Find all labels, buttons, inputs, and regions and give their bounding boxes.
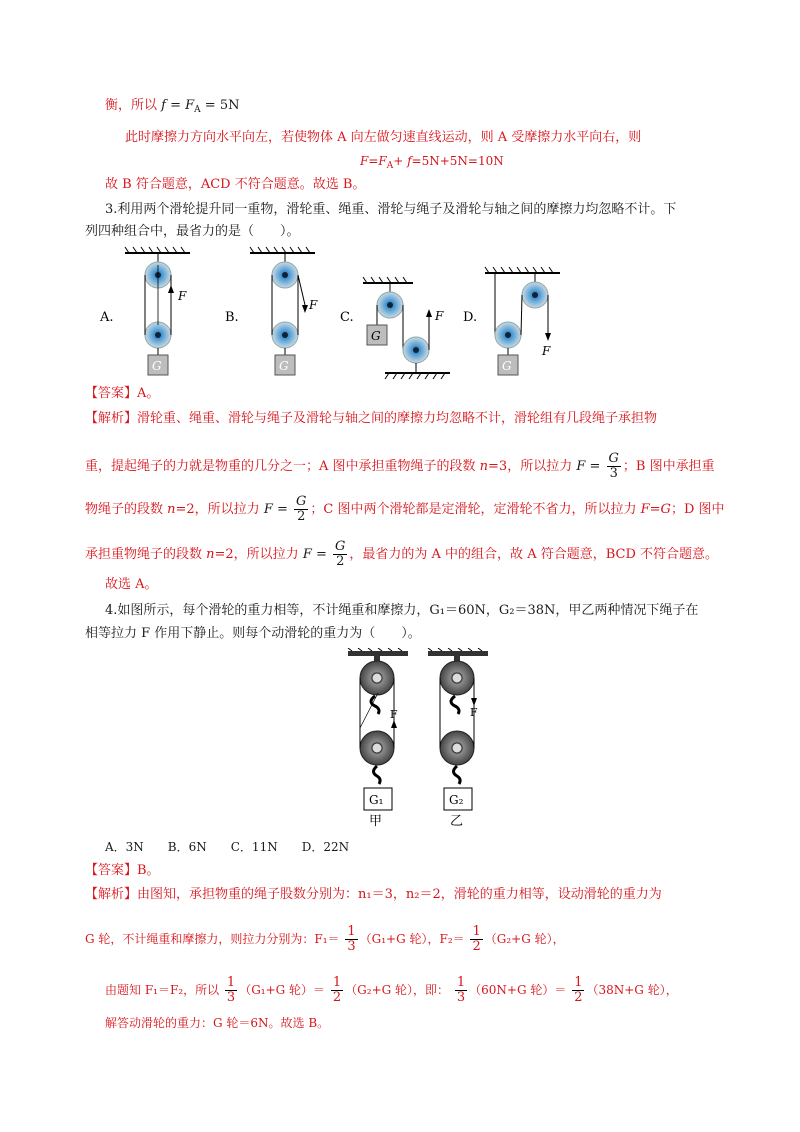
figure-jia	[348, 648, 408, 829]
option-d-diagram	[463, 267, 560, 375]
option-d-force: F	[542, 344, 551, 358]
fraction-1-over-3-c: $\frac{1}{3}$	[456, 975, 466, 1005]
q3-analysis-line2: 重，提起绳子的力就是物重的几分之一；A 图中承担重物绳子的段数 n=3，所以拉力 F = $\frac{G}{3}$ ；B 图中承担重	[85, 451, 715, 481]
q3-analysis-line1: 【解析】滑轮重、绳重、滑轮与绳子及滑轮与轴之间的摩擦力均忽略不计，滑轮组有几段绳子承担物	[85, 411, 658, 426]
q3-pulley-figure	[95, 245, 595, 380]
q3-text-line1: 3.利用两个滑轮提升同一重物，滑轮重、绳重、滑轮与绳子及滑轮与轴之间的摩擦力均忽略不计。下	[105, 202, 677, 217]
prev-answer-line2: 此时摩擦力方向水平向左，若使物体 A 向左做匀速直线运动，则 A 受摩擦力水平向右，则	[125, 130, 642, 145]
option-c-force: F	[435, 309, 444, 323]
q3-text-line2: 列四种组合中，最省力的是（ ）。	[85, 224, 300, 239]
figure-yi	[428, 648, 488, 829]
fraction-1-over-3-b: $\frac{1}{3}$	[226, 975, 236, 1005]
option-a-diagram	[99, 247, 190, 375]
option-c-weight: G	[371, 329, 381, 343]
q4-text-line2: 相等拉力 F 作用下静止。则每个动滑轮的重力为（ ）。	[85, 626, 421, 641]
fraction-1-over-2-b: $\frac{1}{2}$	[332, 975, 342, 1005]
q4-text-line1: 4.如图所示，每个滑轮的重力相等，不计绳重和摩擦力，G₁＝60N，G₂＝38N，甲乙两种情况下绳子在	[105, 603, 699, 618]
option-d-weight: G	[502, 359, 512, 373]
option-b-diagram	[225, 247, 318, 375]
fraction-1-over-2-c: $\frac{1}{2}$	[574, 975, 583, 1005]
q4-analysis-line3: 由题知 F₁＝F₂，所以 $\frac{1}{3}$ （G₁+G 轮）＝ $\frac{1}{2}$ （G₂+G 轮），即： $\frac{1}{3}$ （60N+G 轮）＝ $\frac{1}{2}$ （38N+G 轮），	[105, 975, 678, 1005]
fraction-g-over-2: $\frac{G}{2}$	[296, 494, 307, 524]
fraction-g-over-3: $\frac{G}{3}$	[608, 451, 619, 481]
fraction-1-over-3: $\frac{1}{3}$	[347, 924, 356, 954]
q3-conclusion: 故选 A。	[105, 577, 158, 592]
option-b-label: B.	[225, 310, 239, 325]
option-c-diagram	[340, 277, 450, 379]
prev-answer-line1: 衡，所以 $f = F_A = 5N$	[105, 98, 240, 115]
q3-analysis-line3: 物绳子的段数 n=2，所以拉力 F = $\frac{G}{2}$ ；C 图中两个滑轮都是定滑轮，定滑轮不省力，所以拉力 F=G；D 图中	[85, 494, 725, 524]
q4-pulley-figure	[340, 648, 500, 830]
jia-weight-label: G₁	[369, 793, 384, 807]
option-b-force: F	[309, 298, 318, 312]
q4-analysis-line2: G 轮，不计绳重和摩擦力，则拉力分别为：F₁＝ $\frac{1}{3}$ （G₁+G 轮），F₂＝ $\frac{1}{2}$ （G₂+G 轮），	[85, 924, 565, 954]
option-a-force: F	[178, 289, 187, 303]
prev-answer-formula: $F=F_A+ f=5N+5N=10N$	[360, 154, 504, 171]
option-a-weight: G	[152, 359, 162, 373]
q3-answer: 【答案】A。	[85, 386, 160, 401]
q4-answer: 【答案】B。	[85, 863, 160, 878]
q4-choices: A．3N B．6N C．11N D．22N	[105, 840, 350, 854]
option-d-label: D.	[463, 310, 478, 325]
option-a-label: A.	[100, 310, 114, 325]
yi-name: 乙	[450, 814, 464, 829]
jia-name: 甲	[369, 814, 383, 829]
jia-force-label: F	[390, 708, 398, 721]
fraction-g-over-2-b: $\frac{G}{2}$	[335, 539, 346, 569]
q3-analysis-line4: 承担重物绳子的段数 n=2，所以拉力 F = $\frac{G}{2}$ ，最省力的为 A 中的组合，故 A 符合题意，BCD 不符合题意。	[85, 539, 719, 569]
option-c-label: C.	[340, 310, 354, 325]
yi-weight-label: G₂	[449, 793, 464, 807]
q4-analysis-line1: 【解析】由图知，承担物重的绳子股数分别为：n₁＝3，n₂＝2，滑轮的重力相等，设动滑轮的重力为	[85, 887, 662, 902]
option-b-weight: G	[279, 359, 289, 373]
q4-analysis-line4: 解答动滑轮的重力：G 轮＝6N。故选 B。	[105, 1016, 330, 1030]
yi-force-label: F	[470, 706, 478, 719]
prev-answer-conclusion: 故 B 符合题意，ACD 不符合题意。故选 B。	[105, 177, 366, 192]
fraction-1-over-2: $\frac{1}{2}$	[472, 924, 481, 954]
